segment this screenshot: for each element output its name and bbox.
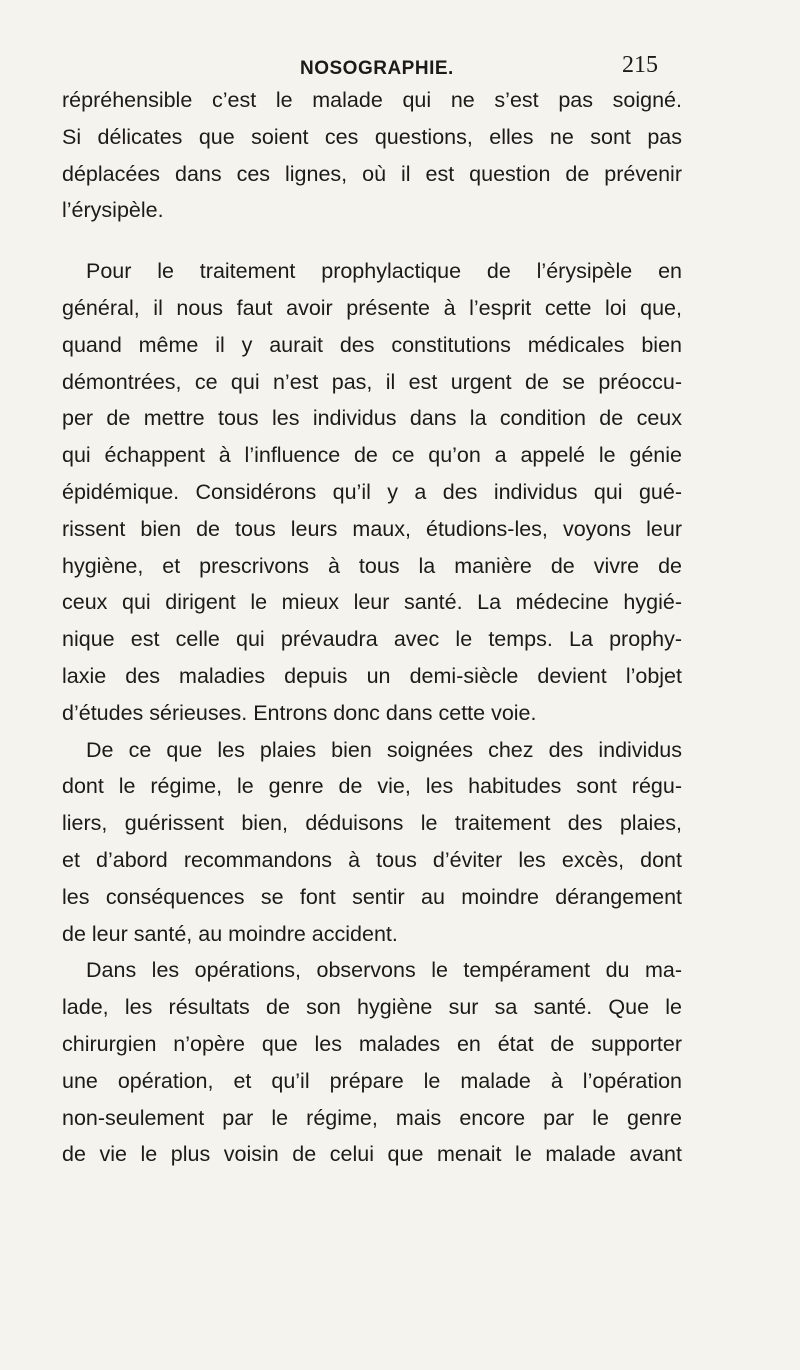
paragraph-gap <box>62 229 682 253</box>
text-line: répréhensible c’est le malade qui ne s’est pas soigné. <box>62 88 682 112</box>
text-line: dont le régime, le genre de vie, les habitudes sont régu- <box>62 774 682 799</box>
text-line: et d’abord recommandons à tous d’éviter les excès, dont <box>62 847 682 872</box>
text-line: épidémique. Considérons qu’il y a des individus qui gué- <box>62 479 682 504</box>
text-line: ceux qui dirigent le mieux leur santé. La médecine hygié- <box>62 590 682 615</box>
text-line: démontrées, ce qui n’est pas, il est urgent de se préoccu- <box>62 369 682 394</box>
text-line: chirurgien n’opère que les malades en état de supporter <box>62 1031 682 1056</box>
body-text <box>62 82 682 1173</box>
text-line: non-seulement par le régime, mais encore par le genre <box>62 1105 682 1130</box>
text-line: per de mettre tous les individus dans la condition de ceux <box>62 406 682 431</box>
text-line: général, il nous faut avoir présente à l’esprit cette loi que, <box>62 295 682 320</box>
text-line: Dans les opérations, observons le tempérament du ma- <box>86 958 682 983</box>
text-line: les conséquences se font sentir au moindre dérangement <box>62 884 682 909</box>
text-line: de leur santé, au moindre accident. <box>62 921 398 946</box>
text-line: Pour le traitement prophylactique de l’érysipèle en <box>86 259 682 284</box>
text-line: nique est celle qui prévaudra avec le temps. La prophy- <box>62 627 682 652</box>
text-line: laxie des maladies depuis un demi-siècle devient l’objet <box>62 663 682 688</box>
paragraph <box>62 253 682 731</box>
text-line: une opération, et qu’il prépare le malade à l’opération <box>62 1068 682 1093</box>
text-line: lade, les résultats de son hygiène sur sa santé. Que le <box>62 995 682 1020</box>
text-line: l’érysipèle. <box>62 198 164 223</box>
page-number: 215 <box>622 52 658 78</box>
paragraph <box>62 82 682 229</box>
paragraph <box>62 952 682 1173</box>
text-line: rissent bien de tous leurs maux, étudions-les, voyons leur <box>62 516 682 541</box>
text-line: Si délicates que soient ces questions, elles ne sont pas <box>62 124 682 149</box>
running-title: NOSOGRAPHIE. <box>300 58 454 79</box>
text-line: quand même il y aurait des constitutions médicales bien <box>62 332 682 357</box>
running-head <box>0 52 800 86</box>
text-line: de vie le plus voisin de celui que menait le malade avant <box>62 1142 682 1167</box>
text-line: hygiène, et prescrivons à tous la manière de vivre de <box>62 553 682 578</box>
text-line: De ce que les plaies bien soignées chez des individus <box>86 737 682 762</box>
text-line: liers, guérissent bien, déduisons le traitement des plaies, <box>62 811 682 836</box>
paragraph <box>62 732 682 953</box>
text-line: d’études sérieuses. Entrons donc dans cette voie. <box>62 700 537 725</box>
text-line: déplacées dans ces lignes, où il est question de prévenir <box>62 161 682 186</box>
text-line: qui échappent à l’influence de ce qu’on a appelé le génie <box>62 443 682 468</box>
